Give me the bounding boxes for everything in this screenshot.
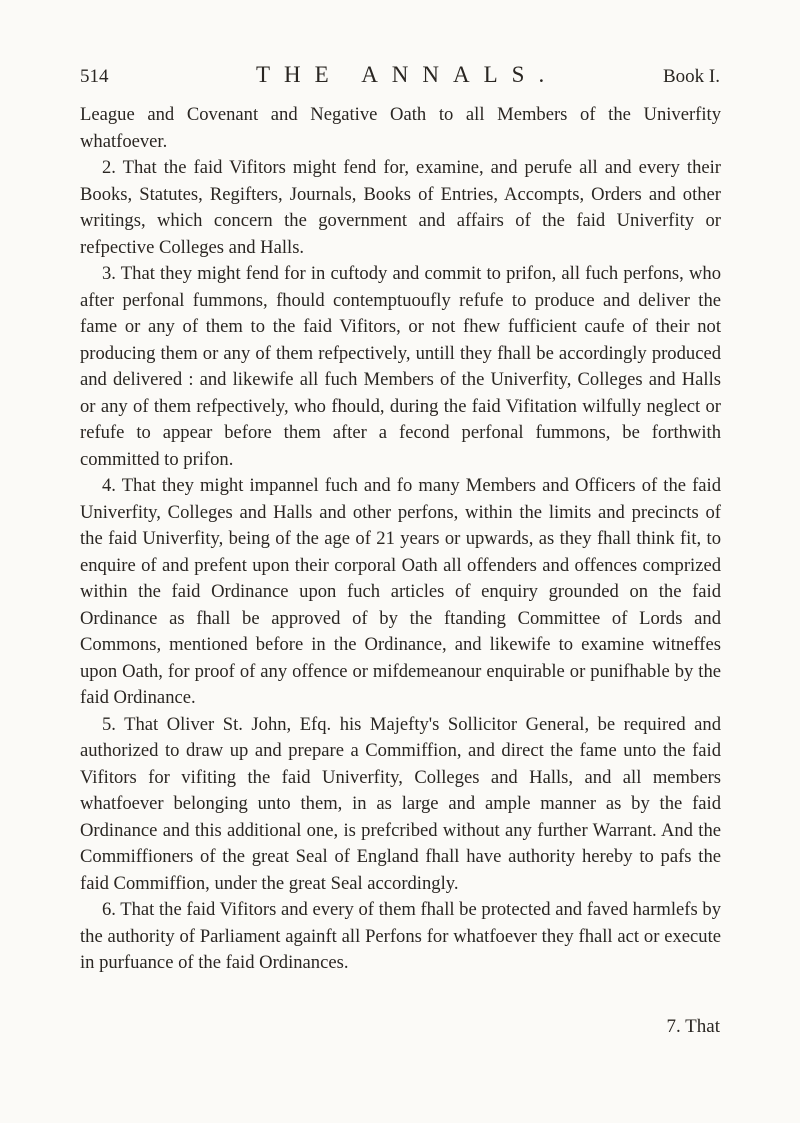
paragraph-item-2: 2. That the faid Vifitors might fend for, examine, and perufe all and every their Books, Statutes, Regifters, Journals, Books of Entries, Accompts, Orders and other writings, which concern the government and affairs of the faid Univerfity or refpective Colleges and Halls.	[80, 157, 721, 258]
paragraph-item-3: 3. That they might fend for in cuftody and commit to prifon, all fuch perfons, who after perfonal fummons, fhould contemptuoufly refufe to produce and deliver the fame or any of them to the faid Vifitors, or not fhew fufficient caufe of their not producing them or any of them refpectively, untill they fhall be accordingly produced and delivered : and likewife all fuch Members of the Univerfity, Colleges and Halls or any of them refpectively, who fhould, during the faid Vifitation wilfully neglect or refufe to appear before them after a fecond perfonal fummons, be forthwith committed to prifon.	[80, 263, 721, 470]
catchword: 7. That	[666, 1016, 720, 1037]
paragraph-continuation: League and Covenant and Negative Oath to all Members of the Univerfity whatfoever.	[80, 104, 721, 152]
paragraph-item-5: 5. That Oliver St. John, Efq. his Majefty's Sollicitor General, be required and authorized to draw up and prepare a Commiffion, and direct the fame unto the faid Vifitors for vifiting the faid Univerfity, Colleges and Halls, and all members whatfoever belonging unto them, in as large and ample manner as by the faid Ordinance and this additional one, is prefcribed without any further Warrant. And the Commiffioners of the great Seal of England fhall have authority hereby to pafs the faid Commiffion, under the great Seal accordingly.	[80, 713, 721, 894]
paragraph-item-4: 4. That they might impannel fuch and fo many Members and Officers of the faid Univerfity, Colleges and Halls and other perfons, within the limits and precincts of the faid Univerfity, being of the age of 21 years or upwards, as they fhall think fit, to enquire of and prefent upon their corporal Oath all offenders and offences comprized within the faid Ordinance upon fuch articles of enquiry grounded on the faid Ordinance as fhall be approved of by the ftanding Committee of Lords and Commons, mentioned before in the Ordinance, and likewife to examine witneffes upon Oath, for proof of any offence or mifdemeanour enquirable or punifhable by the faid Ordinance.	[80, 475, 721, 708]
running-title: THE ANNALS.	[256, 62, 559, 87]
page-number: 514	[80, 66, 109, 87]
paragraph-item-6: 6. That the faid Vifitors and every of them fhall be protected and faved harmlefs by the authority of Parliament againft all Perfons for whatfoever they fhall act or execute in purfuance of the faid Ordinances.	[80, 899, 721, 973]
book-label: Book I.	[663, 66, 720, 87]
running-head	[80, 62, 720, 92]
body-text	[80, 102, 721, 977]
